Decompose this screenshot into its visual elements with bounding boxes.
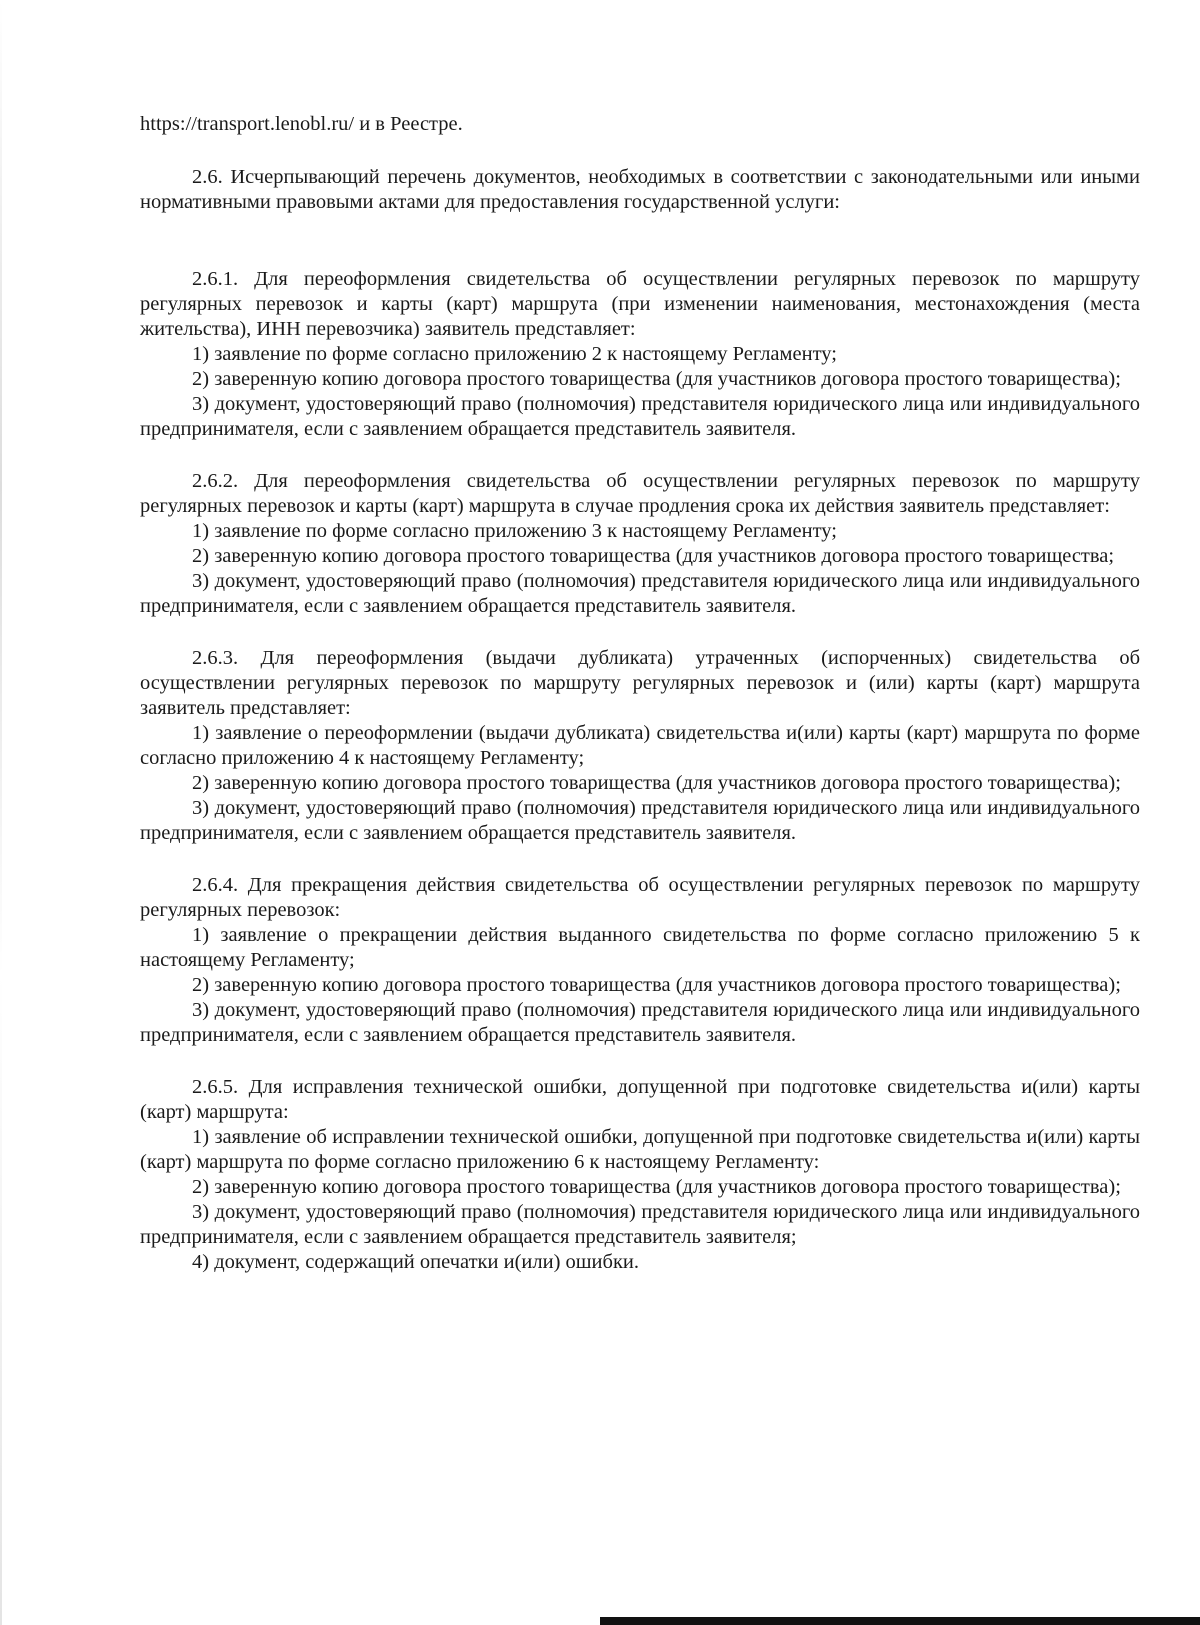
- section-2-6-3-item-2: 2) заверенную копию договора простого товарищества (для участников договора простого товарищества);: [192, 772, 1121, 794]
- section-2-6-2-heading: 2.6.2. Для переоформления свидетельства об осуществлении регулярных перевозок по маршруту регулярных перевозок и карты (карт) маршрута в случае продления срока их действия заявитель представляет:: [140, 470, 1140, 517]
- section-2-6-1-heading: 2.6.1. Для переоформления свидетельства об осуществлении регулярных перевозок по маршруту регулярных перевозок и карты (карт) маршрута (при изменении наименования, местонахождения (места жительства), ИНН перевозчика) заявитель представляет:: [140, 268, 1140, 340]
- section-2-6-1-item-1: 1) заявление по форме согласно приложению 2 к настоящему Регламенту;: [192, 343, 837, 365]
- section-2-6-4-heading: 2.6.4. Для прекращения действия свидетельства об осуществлении регулярных перевозок по маршруту регулярных перевозок:: [140, 874, 1140, 921]
- section-2-6-5-item-3: 3) документ, удостоверяющий право (полномочия) представителя юридического лица или индивидуального предпринимателя, если с заявлением обращается представитель заявителя;: [140, 1201, 1140, 1248]
- scan-left-edge: [0, 0, 2, 1625]
- section-2-6-2-item-1: 1) заявление по форме согласно приложению 3 к настоящему Регламенту;: [192, 520, 837, 542]
- section-2-6-4-item-2: 2) заверенную копию договора простого товарищества (для участников договора простого товарищества);: [192, 974, 1121, 996]
- intro-line: https://transport.lenobl.ru/ и в Реестре.: [140, 113, 463, 135]
- section-2-6-2-item-3: 3) документ, удостоверяющий право (полномочия) представителя юридического лица или индивидуального предпринимателя, если с заявлением обращается представитель заявителя.: [140, 570, 1140, 617]
- section-2-6-1-item-3: 3) документ, удостоверяющий право (полномочия) представителя юридического лица или индивидуального предпринимателя, если с заявлением обращается представитель заявителя.: [140, 393, 1140, 440]
- section-2-6: 2.6. Исчерпывающий перечень документов, необходимых в соответствии с законодательными или иными нормативными правовыми актами для предоставления государственной услуги:: [140, 166, 1140, 213]
- section-2-6-3-item-3: 3) документ, удостоверяющий право (полномочия) представителя юридического лица или индивидуального предпринимателя, если с заявлением обращается представитель заявителя.: [140, 797, 1140, 844]
- section-2-6-4-item-1: 1) заявление о прекращении действия выданного свидетельства по форме согласно приложению 5 к настоящему Регламенту;: [140, 924, 1140, 971]
- section-2-6-3-heading: 2.6.3. Для переоформления (выдачи дубликата) утраченных (испорченных) свидетельства об осуществлении регулярных перевозок по маршруту регулярных перевозок и (или) карты (карт) маршрута заявитель представляет:: [140, 647, 1140, 719]
- section-2-6-2-item-2: 2) заверенную копию договора простого товарищества (для участников договора простого товарищества;: [192, 545, 1115, 567]
- section-2-6-4-item-3: 3) документ, удостоверяющий право (полномочия) представителя юридического лица или индивидуального предпринимателя, если с заявлением обращается представитель заявителя.: [140, 999, 1140, 1046]
- section-2-6-3-item-1: 1) заявление о переоформлении (выдачи дубликата) свидетельства и(или) карты (карт) маршрута по форме согласно приложению 4 к настоящему Регламенту;: [140, 722, 1140, 769]
- section-2-6-5-item-2: 2) заверенную копию договора простого товарищества (для участников договора простого товарищества);: [192, 1176, 1121, 1198]
- section-2-6-5-item-4: 4) документ, содержащий опечатки и(или) ошибки.: [192, 1251, 640, 1273]
- section-2-6-5-heading: 2.6.5. Для исправления технической ошибки, допущенной при подготовке свидетельства и(или) карты (карт) маршрута:: [140, 1076, 1140, 1123]
- scan-bottom-edge: [600, 1617, 1200, 1625]
- section-2-6-1-item-2: 2) заверенную копию договора простого товарищества (для участников договора простого товарищества);: [192, 368, 1121, 390]
- section-2-6-5-item-1: 1) заявление об исправлении технической ошибки, допущенной при подготовке свидетельства и(или) карты (карт) маршрута по форме согласно приложению 6 к настоящему Регламенту:: [140, 1126, 1140, 1173]
- document-page: [140, 112, 1140, 1275]
